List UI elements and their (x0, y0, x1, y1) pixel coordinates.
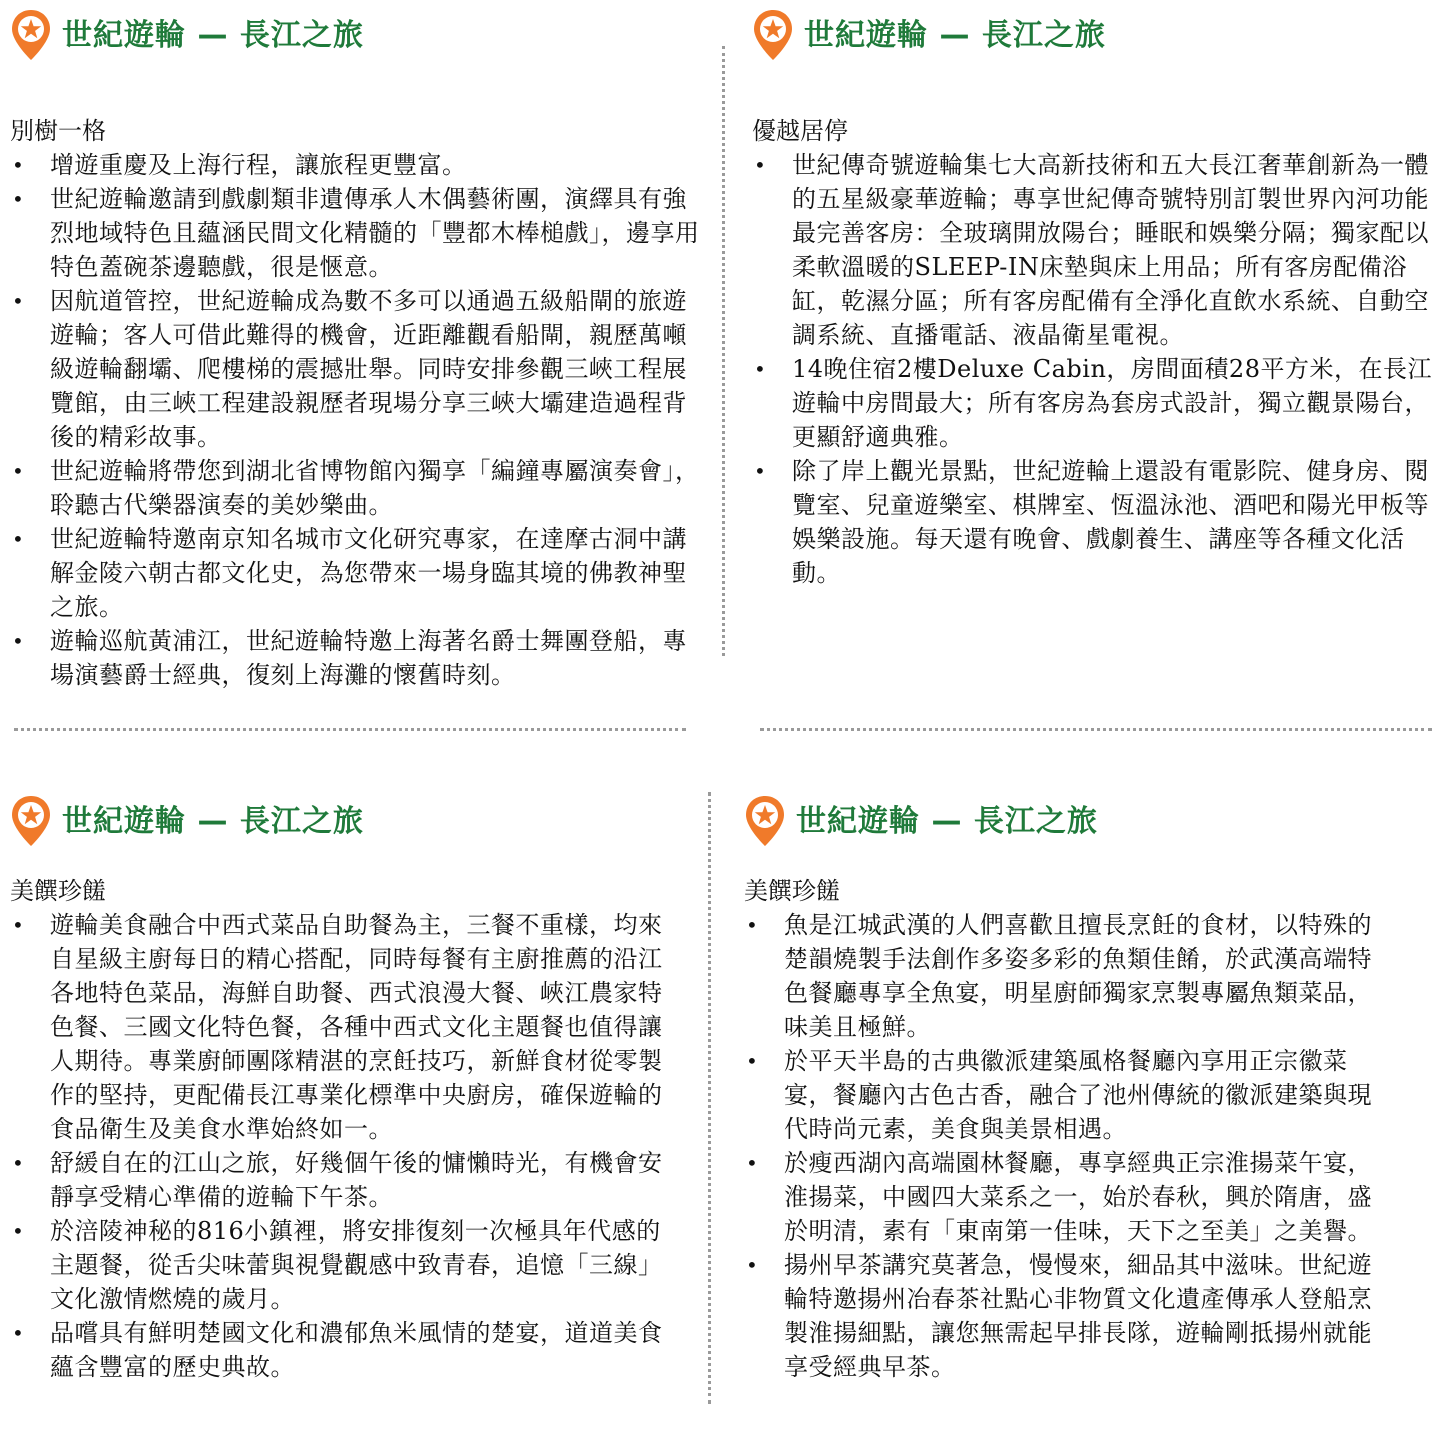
list-item: • 世紀遊輪特邀南京知名城市文化研究專家，在達摩古洞中講解金陵六朝古都文化史，為您帶來一場身臨其境的佛教神聖之旅。 (10, 522, 700, 624)
list-item: • 於瘦西湖內高端園林餐廳，專享經典正宗淮揚菜午宴，淮揚菜，中國四大菜系之一，始於春秋，興於隋唐，盛於明清，素有「東南第一佳味，天下之至美」之美譽。 (744, 1146, 1384, 1248)
list-item: • 增遊重慶及上海行程，讓旅程更豐富。 (10, 148, 700, 182)
section-heading: 美饌珍饈 (744, 877, 840, 905)
list-item: • 除了岸上觀光景點，世紀遊輪上還設有電影院、健身房、閱覽室、兒童遊樂室、棋牌室、恆溫泳池、酒吧和陽光甲板等娛樂設施。每天還有晚會、戲劇養生、講座等各種文化活動。 (752, 454, 1438, 590)
panel-special-experiences (10, 4, 710, 704)
list-item: • 品嚐具有鮮明楚國文化和濃郁魚米風情的楚宴，道道美食蘊含豐富的歷史典故。 (10, 1316, 670, 1384)
map-pin-star-icon (10, 794, 52, 848)
list-item: • 遊輪巡航黃浦江，世紀遊輪特邀上海著名爵士舞團登船，專場演藝爵士經典，復刻上海灘的懷舊時刻。 (10, 624, 700, 692)
list-item: • 於平天半島的古典徽派建築風格餐廳內享用正宗徽菜宴，餐廳內古色古香，融合了池州傳統的徽派建築與現代時尚元素，美食與美景相遇。 (744, 1044, 1384, 1146)
list-item: • 因航道管控，世紀遊輪成為數不多可以通過五級船閘的旅遊遊輪；客人可借此難得的機會，近距離觀看船閘，親歷萬噸級遊輪翻壩、爬樓梯的震撼壯舉。同時安排參觀三峽工程展覽館，由三峽工程建設親歷者現場分享三峽大壩建造過程背後的精彩故事。 (10, 284, 700, 454)
list-item: • 遊輪美食融合中西式菜品自助餐為主，三餐不重樣，均來自星級主廚每日的精心搭配，同時每餐有主廚推薦的沿江各地特色菜品，海鮮自助餐、西式浪漫大餐、峽江農家特色餐、三國文化特色餐，各種中西式文化主題餐也值得讓人期待。專業廚師團隊精湛的烹飪技巧，新鮮食材從零製作的堅持，更配備長江專業化標準中央廚房，確保遊輪的食品衛生及美食水準始終如一。 (10, 908, 670, 1146)
divider-vertical-bottom (708, 792, 711, 1404)
list-item: • 揚州早茶講究莫著急，慢慢來，細品其中滋味。世紀遊輪特邀揚州冶春茶社點心非物質文化遺產傳承人登船烹製淮揚細點，讓您無需起早排長隊，遊輪剛抵揚州就能享受經典早茶。 (744, 1248, 1384, 1384)
list-item: • 世紀傳奇號遊輪集七大高新技術和五大長江奢華創新為一體的五星級豪華遊輪；專享世紀傳奇號特別訂製世界內河功能最完善客房：全玻璃開放陽台；睡眠和娛樂分隔；獨家配以柔軟溫暖的SLEEP-IN床墊與床上用品；所有客房配備浴缸，乾濕分區；所有客房配備有全淨化直飲水系統、自動空調系統、直播電話、液晶衛星電視。 (752, 148, 1438, 352)
list-item: • 世紀遊輪將帶您到湖北省博物館內獨享「編鐘專屬演奏會」，聆聽古代樂器演奏的美妙樂曲。 (10, 454, 700, 522)
panel-title: 世紀遊輪 — 長江之旅 (796, 804, 1098, 839)
panel-title: 世紀遊輪 — 長江之旅 (804, 18, 1106, 53)
list-item: • 魚是江城武漢的人們喜歡且擅長烹飪的食材，以特殊的楚韻燒製手法創作多姿多彩的魚類佳餚，於武漢高端特色餐廳專享全魚宴，明星廚師獨家烹製專屬魚類菜品，味美且極鮮。 (744, 908, 1384, 1044)
map-pin-star-icon (10, 8, 52, 62)
list-item: • 世紀遊輪邀請到戲劇類非遺傳承人木偶藝術團，演繹具有強烈地域特色且蘊涵民間文化精髓的「豐都木棒槌戲」，邊享用特色蓋碗茶邊聽戲，很是愜意。 (10, 182, 700, 284)
panel-dining-cities (744, 790, 1404, 1430)
bullet-list (744, 908, 1384, 1384)
map-pin-star-icon (744, 794, 786, 848)
panel-title: 世紀遊輪 — 長江之旅 (62, 804, 364, 839)
list-item: • 舒緩自在的江山之旅，好幾個午後的慵懶時光，有機會安靜享受精心準備的遊輪下午茶。 (10, 1146, 670, 1214)
panel-header (752, 4, 1412, 64)
bullet-list (10, 908, 670, 1384)
bullet-list (752, 148, 1438, 590)
divider-horizontal-right (760, 728, 1432, 731)
list-item: • 於涪陵神秘的816小鎮裡，將安排復刻一次極具年代感的主題餐，從舌尖味蕾與視覺觀感中致青春，追憶「三線」文化激情燃燒的歲月。 (10, 1214, 670, 1316)
panel-header (10, 4, 670, 64)
divider-horizontal-left (14, 728, 686, 731)
panel-accommodation (752, 4, 1438, 644)
section-heading: 別樹一格 (10, 117, 106, 145)
map-pin-star-icon (752, 8, 794, 62)
bullet-list (10, 148, 700, 692)
panel-title: 世紀遊輪 — 長江之旅 (62, 18, 364, 53)
panel-header (744, 790, 1404, 850)
section-heading: 優越居停 (752, 117, 848, 145)
divider-vertical-top (722, 46, 725, 656)
panel-dining (10, 790, 680, 1430)
section-heading: 美饌珍饈 (10, 877, 106, 905)
list-item: • 14晚住宿2樓Deluxe Cabin，房間面積28平方米，在長江遊輪中房間最大；所有客房為套房式設計，獨立觀景陽台，更顯舒適典雅。 (752, 352, 1438, 454)
panel-header (10, 790, 670, 850)
